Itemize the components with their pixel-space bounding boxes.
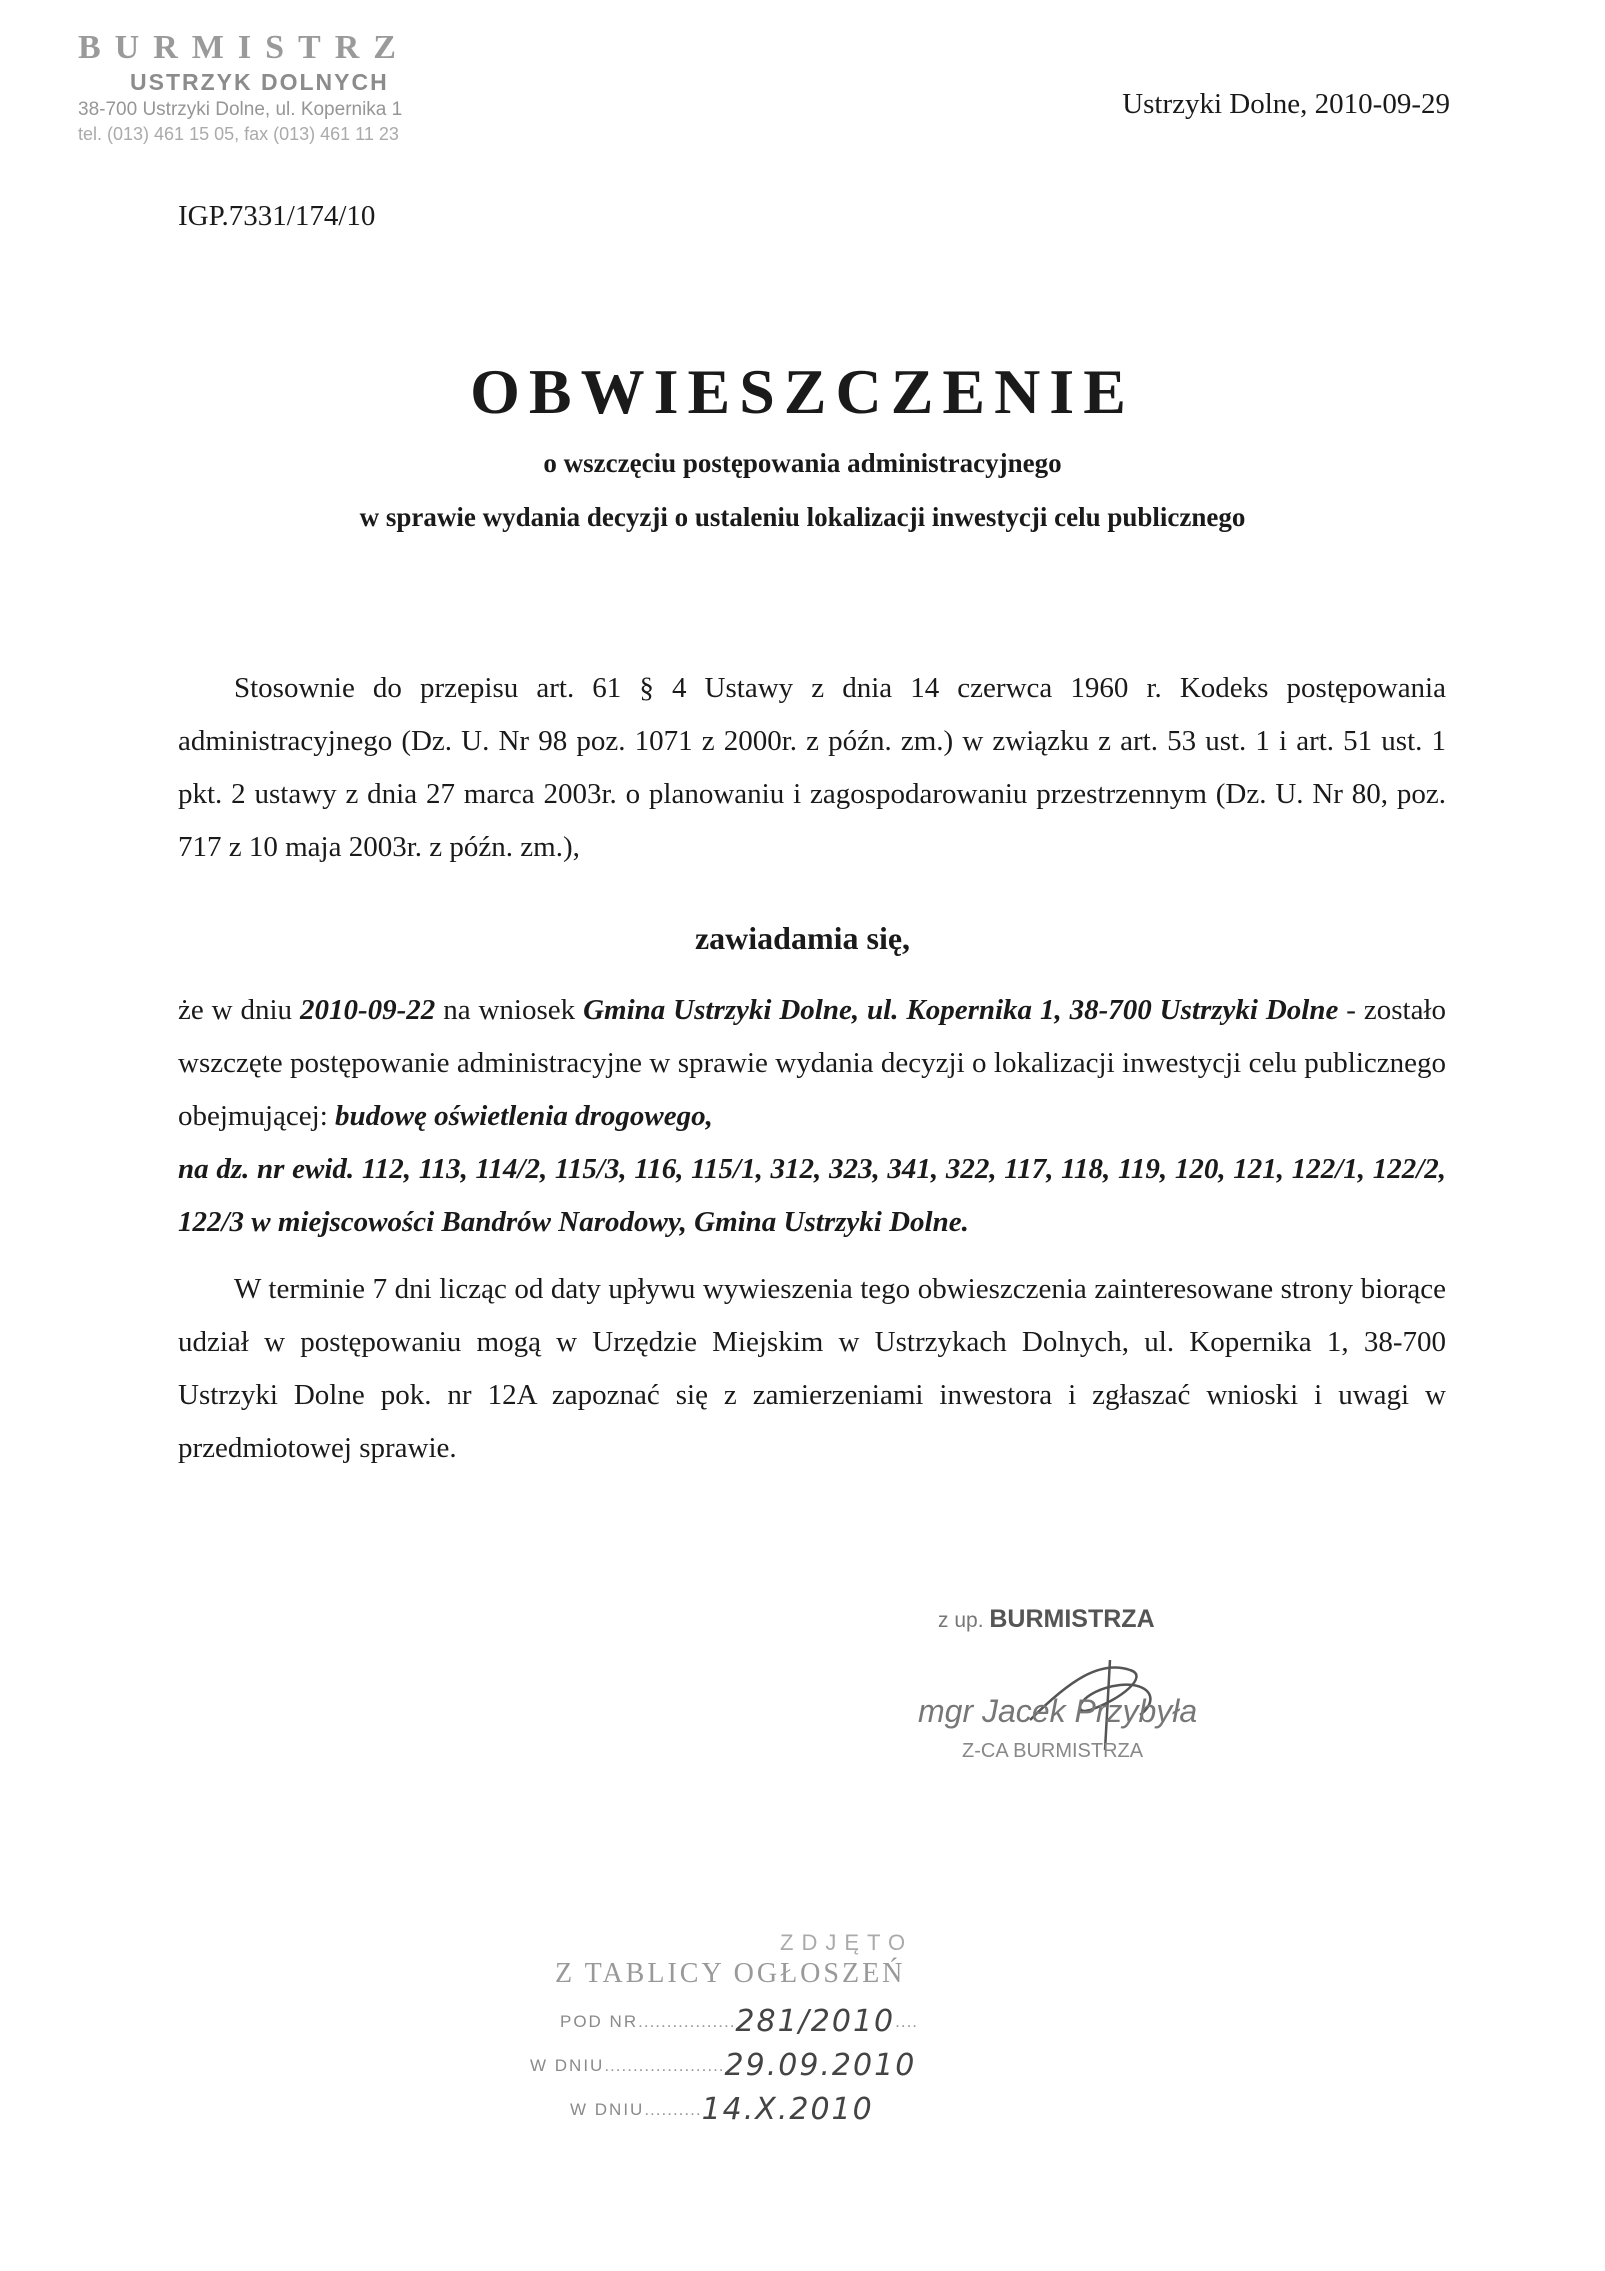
removal-date-value: 14.X.2010	[701, 2092, 874, 2127]
signatory-name: mgr Jacek Przybyła	[918, 1693, 1198, 1729]
deadline-paragraph: W terminie 7 dni licząc od daty upływu wywieszenia tego obwieszczenia zainteresowane strony biorące udział w postępowaniu mogą w Urzędzie Miejskim w Ustrzykach Dolnych, ul. Kopernika 1, 38-700 Ustrzyki Dolne pok. nr 12A zapoznać się z zamierzeniami inwestora i zgłaszać wnioski i uwagi w przedmiotowej sprawie.	[178, 1273, 1446, 1464]
notification-heading: zawiadamia się,	[694, 920, 911, 956]
signature-office	[938, 1605, 1278, 1634]
posting-stamp-head: ZDJĘTO	[780, 1930, 914, 1955]
notice-date: 2010-09-22	[299, 994, 436, 1026]
stamp-subtitle: USTRZYK DOLNYCH	[130, 69, 389, 95]
notice-applicant: Gmina Ustrzyki Dolne, ul. Kopernika 1, 38-700 Ustrzyki Dolne	[583, 994, 1339, 1026]
reference-number: IGP.7331/174/10	[178, 200, 376, 232]
notice-text-3: - zostało wszczęte postępowanie administracyjne w sprawie wydania decyzji o lokalizacji inwestycji celu publicznego obejmującej:	[178, 994, 1446, 1132]
posting-date-value: 29.09.2010	[724, 2048, 917, 2083]
posting-number-label: POD NR	[560, 2012, 639, 2031]
posting-stamp-title: Z TABLICY OGŁOSZEŃ	[555, 1958, 906, 1989]
posting-number-value: 281/2010	[735, 2004, 896, 2039]
office-header-stamp	[78, 28, 478, 146]
stamp-address: 38-700 Ustrzyki Dolne, ul. Kopernika 1	[78, 99, 403, 120]
signatory-role: Z-CA BURMISTRZA	[962, 1740, 1144, 1762]
document-title: OBWIESZCZENIE	[470, 356, 1135, 427]
removal-date-label: W DNIU	[570, 2100, 645, 2119]
notice-scope: budowę oświetlenia drogowego,	[335, 1100, 713, 1132]
removal-date-row: W DNIU..........14.X.2010	[570, 2092, 874, 2127]
stamp-title: BURMISTRZ	[78, 29, 410, 66]
document-subtitle-1: o wszczęciu postępowania administracyjnego	[543, 448, 1062, 478]
signature-office-name: BURMISTRZA	[989, 1605, 1155, 1633]
legal-basis-paragraph: Stosownie do przepisu art. 61 § 4 Ustawy z dnia 14 czerwca 1960 r. Kodeks postępowania administracyjnego (Dz. U. Nr 98 poz. 1071 z 2000r. z późn. zm.) w związku z art. 53 ust. 1 i art. 51 ust. 1 pkt. 2 ustawy z dnia 27 marca 2003r. o planowaniu i zagospodarowaniu przestrzennym (Dz. U. Nr 80, poz. 717 z 10 maja 2003r. z późn. zm.),	[178, 672, 1446, 863]
document-subtitle-2: w sprawie wydania decyzji o ustaleniu lokalizacji inwestycji celu publicznego	[359, 502, 1246, 532]
notice-paragraph	[178, 984, 1446, 1249]
signature-prefix: z up. BURMISTRZA	[938, 1605, 1155, 1633]
posting-date-row: W DNIU.....................29.09.2010	[530, 2048, 917, 2083]
notice-text-2: na wniosek	[435, 994, 584, 1026]
stamp-phone: tel. (013) 461 15 05, fax (013) 461 11 23	[78, 124, 399, 144]
posting-date-label: W DNIU	[530, 2056, 605, 2075]
posting-number-row: POD NR.................281/2010....	[560, 2004, 919, 2039]
place-date: Ustrzyki Dolne, 2010-09-29	[1122, 88, 1450, 120]
notice-text-1: że w dniu	[178, 994, 300, 1026]
notice-parcels: na dz. nr ewid. 112, 113, 114/2, 115/3, 116, 115/1, 312, 323, 341, 322, 117, 118, 119, 120, 121, 122/1, 122/2, 122/3 w miejscowości Bandrów Narodowy, Gmina Ustrzyki Dolne.	[178, 1153, 1446, 1238]
